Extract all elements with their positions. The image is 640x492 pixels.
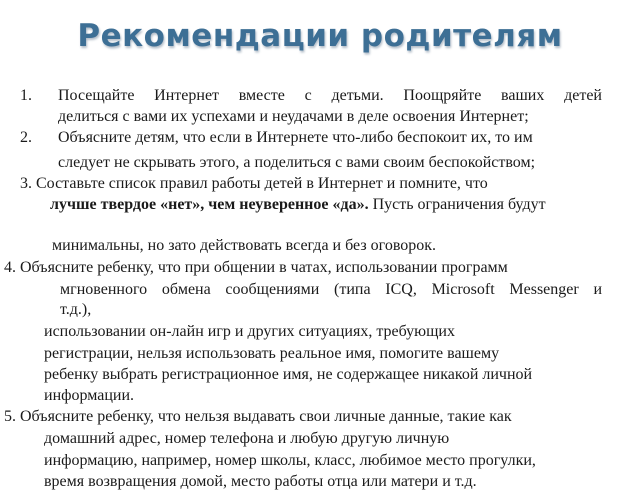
list-item-text: делиться с вами их успехами и неудачами в деле освоения Интернет; [58,108,529,125]
list-item-text: следует не скрывать этого, а поделиться с вами своим беспокойством; [58,154,536,171]
list-item-text: ребенку выбрать регистрационное имя, не содержащее никакой личной [44,366,533,383]
list-item-text: т.д.), [60,301,92,318]
list-item-text: регистрации, нельзя использовать реальное имя, помогите вашему [44,345,500,362]
list-number: 1. [20,87,32,104]
list-item-text: использовании он-лайн игр и других ситуациях, требующих [44,323,455,340]
list-item-text: информацию, например, номер школы, класс, любимое место прогулки, [44,452,536,469]
page-title: Рекомендации родителям [77,18,563,54]
list-item-text: 4. Объясните ребенку, что при общении в чатах, использовании программ [4,259,508,276]
list-item-text: минимальны, но зато действовать всегда и без оговорок. [52,237,437,254]
list-item-text: домашний адрес, номер телефона и любую другую личную [44,430,450,447]
list-item-text: Посещайте Интернет вместе с детьми. Поощряйте ваших детей [58,87,602,104]
list-item-text: время возвращения домой, место работы отца или матери и т.д. [44,473,477,490]
list-item-text: лучше твердое «нет», чем неуверенное «да». Пусть ограничения будут [50,196,546,213]
list-item-text: 3. Составьте список правил работы детей в Интернет и помните, что [20,175,488,192]
emphasis-text: лучше твердое «нет», чем неуверенное «да». [50,196,369,213]
list-item-text: мгновенного обмена сообщениями (типа ICQ, Microsoft Messenger и [60,281,602,298]
list-item-text: 5. Объясните ребенку, что нельзя выдавать свои личные данные, такие как [4,408,512,425]
list-number: 2. [20,129,32,146]
list-item-text: информации. [44,387,135,404]
list-item-text: Объясните детям, что если в Интернете что-либо беспокоит их, то им [58,129,533,146]
